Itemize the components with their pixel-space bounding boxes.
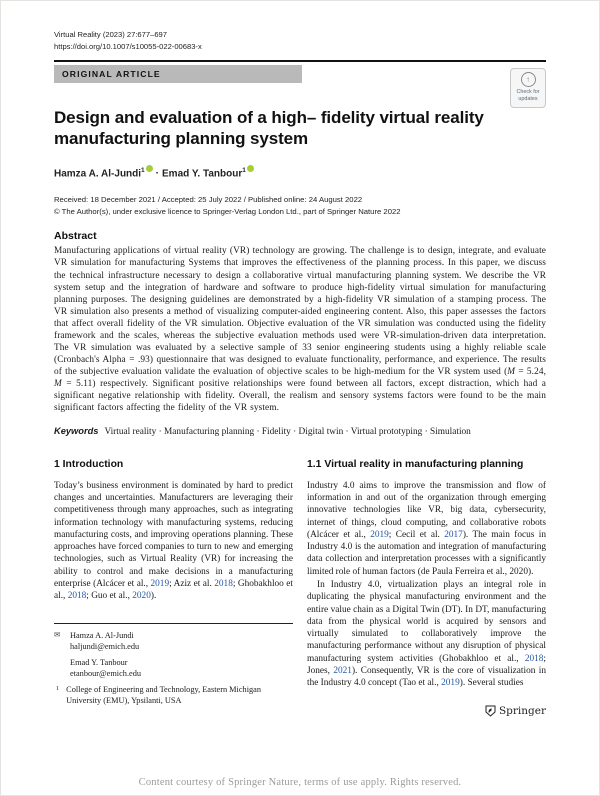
corresponding-author xyxy=(54,630,293,652)
author-affiliation-sup: 1 xyxy=(141,167,145,175)
section-heading-introduction: 1 Introduction xyxy=(54,458,124,470)
contact-name: Emad Y. Tanbour xyxy=(70,657,128,667)
vr-paragraph-1: Industry 4.0 aims to improve the transmission and flow of information in and out of the organization through emerging innovative technologies like VR, big data, cybersecurity, internet of things, cloud computing, and collaborative robots (Alcácer et al., 2019; Cecil et al. 2017). The main focus in Industry 4.0 is the automation and integration of manufacturing data collection and interpretation processes with a significantly limited role of human factors (de Paula Ferreira et al., 2020). xyxy=(307,480,546,577)
co-author-contact xyxy=(54,657,293,679)
check-for-updates-button[interactable] xyxy=(510,68,546,108)
springer-horse-icon xyxy=(485,705,496,717)
copyright-notice: © The Author(s), under exclusive licence to Springer-Verlag London Ltd., part of Springer Nature 2022 xyxy=(54,206,401,216)
affiliation xyxy=(54,684,293,706)
affiliation-text: College of Engineering and Technology, Eastern Michigan University (EMU), Ypsilanti, USA xyxy=(66,685,261,706)
article-type-label: ORIGINAL ARTICLE xyxy=(54,65,302,83)
citation-link[interactable]: 2018 xyxy=(524,653,544,664)
author-separator: · xyxy=(155,168,160,180)
courtesy-footer: Content courtesy of Springer Nature, terms of use apply. Rights reserved. xyxy=(138,777,462,788)
citation-link[interactable]: 2017 xyxy=(444,529,463,540)
abstract-heading: Abstract xyxy=(54,230,97,243)
citation-link[interactable]: 2018 xyxy=(214,579,233,590)
orcid-icon[interactable] xyxy=(247,165,254,172)
affiliation-sup: 1 xyxy=(56,686,59,693)
envelope-icon: ✉ xyxy=(54,630,61,640)
contact-email-link[interactable]: etanbour@emich.edu xyxy=(70,669,141,679)
section-heading-vr-planning: 1.1 Virtual reality in manufacturing planning xyxy=(307,458,524,470)
orcid-icon[interactable] xyxy=(146,165,153,172)
crossmark-icon: ↑ xyxy=(521,72,536,87)
springer-wordmark: Springer xyxy=(498,705,546,718)
journal-citation: Virtual Reality (2023) 27:677–697 xyxy=(54,30,167,39)
article-dates: Received: 18 December 2021 / Accepted: 25 July 2022 / Published online: 24 August 2022 xyxy=(54,195,363,205)
keywords-list: Virtual reality · Manufacturing planning · Fidelity · Digital twin · Virtual prototyping · Simulation xyxy=(104,426,471,437)
citation-link[interactable]: 2018 xyxy=(67,591,87,602)
author-affiliation-sup: 1 xyxy=(242,167,246,175)
vr-paragraph-2: In Industry 4.0, virtualization plays an integral role in duplicating the physical manufacturing environment and the entire value chain as a Digital Twin (DT). In DT, manufacturing data from the physical world is acquired by sensors and virtually simulated to collaboratively improve the manufacturing performance without any disruption of physical manufacturing system activities (Ghobakhloo et al., 2018; Jones, 2021). Consequently, VR is the core of visualization in the Industry 4.0 concept (Tao et al., 2019). Several studies xyxy=(307,580,546,689)
introduction-paragraph: Today’s business environment is dominated by hard to predict changes and uncertainties. Manufacturers are leveraging their competitiveness through many approaches, such as integrating information technology with manufacturing systems, reducing manufacturing costs, and improving operations planning. These approaches have forced companies to turn to new and emerging technologies, such as Virtual Reality (VR) for increasing the ability to control and make decisions in a manufacturing enterprise (Alcácer et al., 2019; Aziz et al. 2018; Ghobakhloo et al., 2018; Guo et al., 2020). xyxy=(54,480,293,602)
citation-link[interactable]: 2020 xyxy=(132,591,151,602)
citation-link[interactable]: 2019 xyxy=(150,579,170,590)
author-name: Emad Y. Tanbour xyxy=(162,168,243,180)
check-updates-label: Check for updates xyxy=(516,89,540,103)
header-rule xyxy=(54,60,546,62)
citation-link[interactable]: 2019 xyxy=(441,678,460,689)
keywords-label: Keywords xyxy=(54,425,99,436)
left-column xyxy=(54,459,293,718)
abstract-section xyxy=(54,230,546,436)
two-column-body xyxy=(54,459,546,718)
contact-name: Hamza A. Al-Jundi xyxy=(70,630,134,640)
abstract-text: Manufacturing applications of virtual reality (VR) technology are growing. The challenge is to design, integrate, and evaluate VR simulation for manufacturing Systems that improves the effectiveness of the planning process. In this paper, we discuss the technical infrastructure necessary to design a collaborative virtual manufacturing planning system. We describe the VR system setup and the integration of hardware and software to produce high-fidelity virtual simulation for manufacturing planning purposes. The designing guidelines are demonstrated by a high-fidelity VR simulation of a stamping process. The VR simulation also presents a method of visualizing computer-aided engineering content. Also, this paper assesses the factors that affect overall fidelity of the VR simulation. Objective evaluation of the VR simulation was conducted using the fidelity framework and the scales, whereas the subjective evaluation methods used were VR-simulation-driven data interpretation. The VR simulation was evaluated by a selective sample of 33 senior engineering students using a highly reliable scale (Cronbach's Alpha = .93) questionnaire that was designed to evaluate functionality, performance, and experience. The results of the subjective evaluation validate the evaluation of objective scales to be high-medium for the VR system used (M = 5.24, M = 5.11) respectively. Significant positive relationships were found between all factors, except distraction, which had a significant negative relationship with fidelity. Overall, the realism and sensory systems factors were found to be the main significant factors affecting the fidelity of the VR system. xyxy=(54,246,546,413)
doi-link[interactable]: https://doi.org/10.1007/s10055-022-00683-x xyxy=(54,41,202,51)
contact-email-link[interactable]: haljundi@emich.edu xyxy=(70,641,140,651)
right-column xyxy=(307,459,546,718)
citation-link[interactable]: 2021 xyxy=(333,665,352,676)
page-title: Design and evaluation of a high– fidelity virtual reality manufacturing planning system xyxy=(54,107,484,149)
citation-link[interactable]: 2019 xyxy=(370,529,389,540)
journal-meta xyxy=(54,29,546,53)
springer-logo xyxy=(485,705,546,717)
author-name: Hamza A. Al-Jundi xyxy=(54,168,142,180)
correspondence-footnote xyxy=(54,623,293,707)
keywords-line xyxy=(54,426,546,437)
article-type-row xyxy=(54,65,546,103)
author-list xyxy=(54,165,546,179)
footnote-rule xyxy=(54,623,293,624)
